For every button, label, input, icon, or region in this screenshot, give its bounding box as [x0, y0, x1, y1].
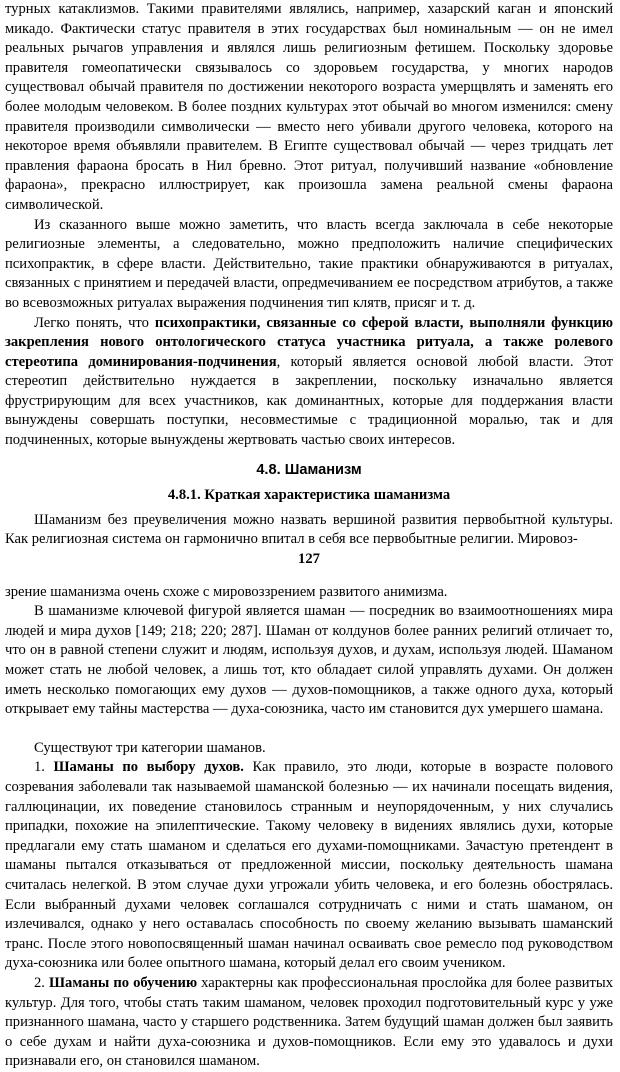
- paragraph-psychopractices: [5, 314, 613, 451]
- text-run: Легко понять, что: [34, 314, 155, 331]
- bold-statement: психопрактики, связанные со сферой власти, выполняли функцию закрепления нового онтологического статуса участника ритуала, а также ролевого стереотипа доминирования-подчинения: [5, 314, 613, 370]
- list-number: 2.: [34, 974, 50, 991]
- paragraph-category-2: [5, 974, 613, 1072]
- page-number: 127: [298, 551, 320, 568]
- paragraph-power-religion: Из сказанного выше можно заметить, что власть всегда заключала в себе некоторые религиозные элементы, а следовательно, можно предположить наличие специфических психопрактик, в сфере власти. Действительно, такие практики обнаруживаются в ритуалах, связанных с принятием и передачей власти, опредмечиванием ее посредством атрибутов, а также во всевозможных ритуалах выражения подчинения тип клятв, присяг и т. д.: [5, 216, 613, 311]
- paragraph-category-1: [5, 758, 613, 974]
- paragraph-shaman-role: В шаманизме ключевой фигурой является шаман — посредник во взаимоотношениях мира людей и мира духов [149; 218; 220; 287]. Шаман от колдунов более ранних религий отличает то, что он в равной степени служит и людям, используя духов, и духам, используя людей. Шаманом может стать не любой человек, а лишь тот, кто обладает силой управлять духами. Он должен иметь несколько помогающих ему духов — духов-помощников, а также одного духа, который открывает ему тайны мастерства — духа-союзника, часто им становится дух умершего шамана.: [5, 603, 613, 718]
- text-run: , который является основой любой власти. Этот стереотип действительно нуждается в закреплении, поскольку изначально является фрустрирующим для всех участников, как доминантных, которые для поддержания власти вынуждены совершать поступки, несовместимые с традиционной моралью, так и для подчиненных, которые вынуждены жертвовать частью своих интересов.: [5, 353, 613, 449]
- paragraph-continuation: зрение шаманизма очень схоже с мировоззрением развитого анимизма.: [5, 583, 448, 600]
- paragraph-ruler-customs: турных катаклизмов. Такими правителями являлись, например, хазарский каган и японский микадо. Фактически статус правителя в этих государствах был номинальным — он не имел реальных рычагов управления и являлся лишь религиозным фетишем. Поскольку здоровье правителя гомеопатически связывалось со здоровьем государства, у многих народов существовал обычай правителя по достижении некоторого возраста умерщвлять и заменять его более молодым человеком. В более поздних культурах этот обычай во многом изменился: смену правителя производили символически — вместо него убивали другого человека, которого на некоторое время объявляли правителем. В Египте существовал обычай — через тридцать лет правления фараона бросать в Нил бревно. Этот ритуал, получивший название «обновление фараона», прекрасно иллюстрирует, как произошла замена реальной смены фараона символической.: [5, 1, 613, 213]
- blank-line: [5, 720, 613, 739]
- paragraph-shamanism-intro: Шаманизм без преувеличения можно назвать вершиной развития первобытной культуры. Как религиозная система он гармонично впитал в себя все первобытные религии. Мировоз-: [5, 511, 613, 548]
- list-number: 1.: [34, 759, 54, 776]
- section-heading: 4.8. Шаманизм: [256, 461, 362, 478]
- text-run: характерны как профессиональная прослойка для более развитых культур. Для того, чтобы стать таким шаманом, человек проходил подготовительный курс у уже признанного шамана, часто у старшего родственника. Затем будущий шаман должен был заявить о себе духам и найти духа-союзника и духов-помощников. Если ему это удавалось и духи признавали его, он становился шаманом.: [5, 974, 614, 1070]
- category-title: Шаманы по обучению: [49, 974, 198, 991]
- subsection-heading: 4.8.1. Краткая характеристика шаманизма: [167, 487, 451, 504]
- category-title: Шаманы по выбору духов.: [53, 759, 244, 776]
- paragraph-categories: Существуют три категории шаманов.: [34, 739, 266, 756]
- text-run: Как правило, это люди, которые в возрасте полового созревания заболевали так называемой шаманской болезнью — их начинали посещать видения, галлюцинации, их поведение становилось странным и неупорядоченным, у них случались припадки, похожие на эпилептические. Такому человеку в видениях являлись духи, которые предлагали ему стать шаманом и сделаться его духами-помощниками. Зачастую претендент в шаманы пытался отказываться от предложенной миссии, поскольку деятельность шамана считалась нелегкой. В этом случае духи угрожали убить человека, и его болезнь обострялась. Если выбранный духами человек соглашался сотрудничать с ними и стать шаманом, он излечивался, однако у него оставалась способность по своему желанию вызывать шаманский транс. После этого новопосвященный шаман начинал осваивать свое ремесло под руководством духа-союзника или более опытного шамана, который делал его своим учеником.: [5, 759, 614, 972]
